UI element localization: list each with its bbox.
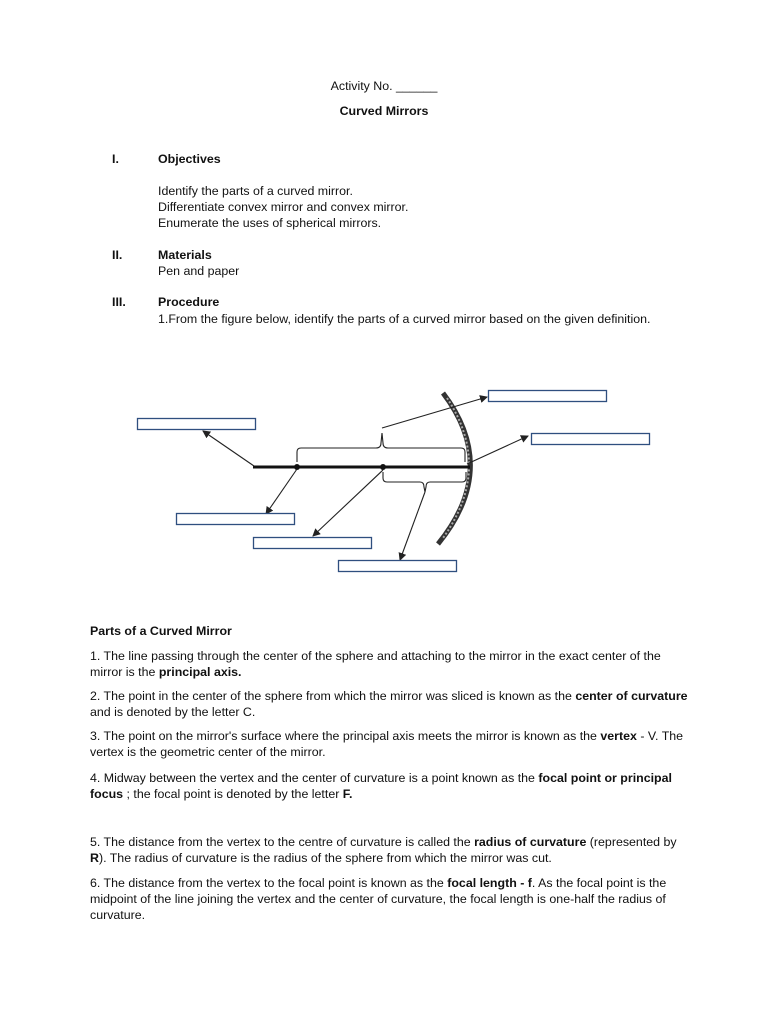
definition-6: 6. The distance from the vertex to the focal point is known as the focal length - f. As the focal point is the midpoint of the line joining the vertex and the center of curvature, the focal length is one-half the radius of curvature.: [90, 876, 667, 922]
procedure-numeral: III.: [112, 295, 126, 309]
procedure-heading: Procedure: [158, 295, 220, 309]
materials-text: Pen and paper: [158, 264, 240, 278]
objective-item-3: Enumerate the uses of spherical mirrors.: [158, 216, 382, 230]
arrow-axis: [203, 431, 254, 466]
objective-item-2: Differentiate convex mirror and convex mirror.: [158, 200, 409, 214]
objective-item-1: Identify the parts of a curved mirror.: [158, 184, 353, 198]
answer-box-6: [339, 561, 457, 572]
definition-3: 3. The point on the mirror's surface where the principal axis meets the mirror is known as the vertex - V. The vertex is the geometric center of the mirror.: [90, 729, 684, 759]
definition-5: 5. The distance from the vertex to the centre of curvature is called the radius of curvature (represented by R). The radius of curvature is the radius of the sphere from which the mirror was cut.: [90, 835, 677, 865]
arrow-center: [266, 469, 297, 514]
brace-bottom: [383, 472, 466, 492]
answer-box-3: [532, 434, 650, 445]
materials-heading: Materials: [158, 248, 212, 262]
arrow-focus: [313, 470, 383, 536]
procedure-text: 1.From the figure below, identify the parts of a curved mirror based on the given definition.: [158, 312, 651, 326]
arrow-focal-length: [400, 492, 425, 560]
answer-box-1: [138, 419, 256, 430]
brace-top: [297, 433, 465, 462]
definition-1: 1. The line passing through the center of the sphere and attaching to the mirror in the exact center of the mirror is the principal axis.: [90, 649, 661, 679]
definition-2: 2. The point in the center of the sphere from which the mirror was sliced is known as the center of curvature and is denoted by the letter C.: [90, 689, 688, 719]
arrow-radius: [382, 397, 487, 428]
objectives-numeral: I.: [112, 152, 119, 166]
page-title: Curved Mirrors: [339, 104, 429, 118]
arrow-vertex: [467, 436, 528, 464]
answer-box-4: [177, 514, 295, 525]
parts-heading: Parts of a Curved Mirror: [90, 624, 232, 638]
objectives-heading: Objectives: [158, 152, 221, 166]
focal-point: [380, 464, 386, 470]
materials-numeral: II.: [112, 248, 123, 262]
definition-4: 4. Midway between the vertex and the center of curvature is a point known as the focal point or principal focus ; the focal point is denoted by the letter F.: [90, 771, 672, 801]
activity-number: Activity No. ______: [330, 79, 438, 93]
answer-box-5: [254, 538, 372, 549]
answer-box-2: [489, 391, 607, 402]
